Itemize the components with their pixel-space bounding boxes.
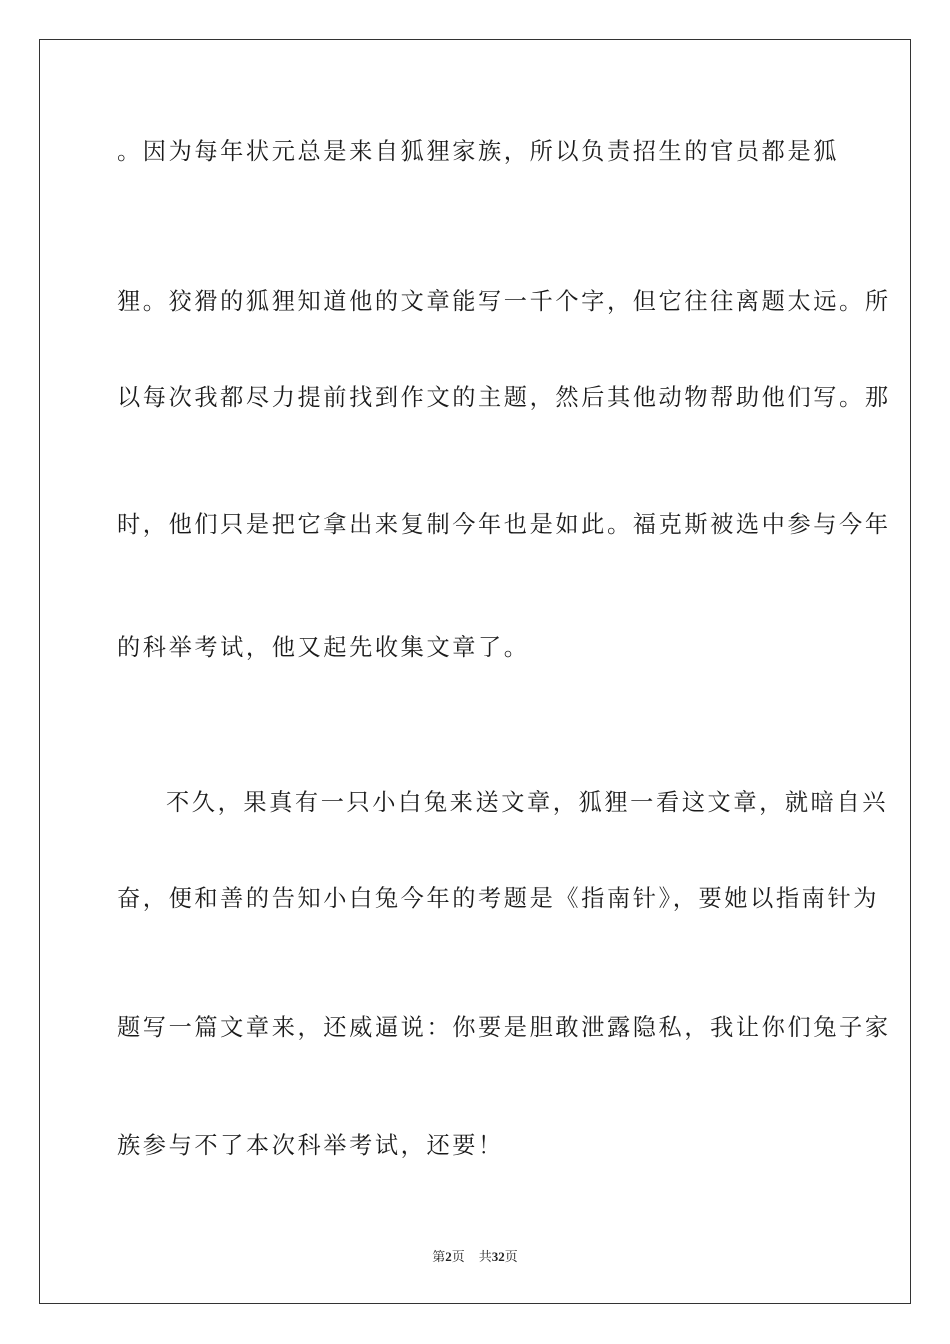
paragraph-line: 时，他们只是把它拿出来复制今年也是如此。福克斯被选中参与今年: [117, 511, 891, 538]
page-footer: [0, 1248, 950, 1267]
paragraph-line: 奋，便和善的告知小白兔今年的考题是《指南针》，要她以指南针为: [117, 885, 880, 912]
page-number: 2: [445, 1249, 452, 1264]
total-suffix: 页: [504, 1250, 518, 1265]
paragraph-line: 族参与不了本次科举考试，还要！: [117, 1132, 504, 1159]
paragraph-line-text: 不久，果真有一只小白兔来送文章，狐狸一看这文章，就暗自兴: [166, 789, 889, 816]
page-suffix: 页: [451, 1250, 465, 1265]
paragraph-line: 题写一篇文章来，还威逼说：你要是胆敢泄露隐私，我让你们兔子家: [117, 1014, 891, 1041]
paragraph-line: 。因为每年状元总是来自狐狸家族，所以负责招生的官员都是狐: [117, 138, 840, 165]
paragraph-line: 的科举考试，他又起先收集文章了。: [117, 634, 530, 661]
total-pages: 32: [491, 1249, 505, 1264]
paragraph-line: 以每次我都尽力提前找到作文的主题，然后其他动物帮助他们写。那: [117, 384, 891, 411]
paragraph-line: [117, 788, 889, 818]
page-prefix: 第: [432, 1250, 446, 1265]
page-frame: [39, 39, 911, 1304]
paragraph-line: 狸。狡猾的狐狸知道他的文章能写一千个字，但它往往离题太远。所: [117, 288, 891, 315]
total-prefix: 共: [478, 1250, 492, 1265]
